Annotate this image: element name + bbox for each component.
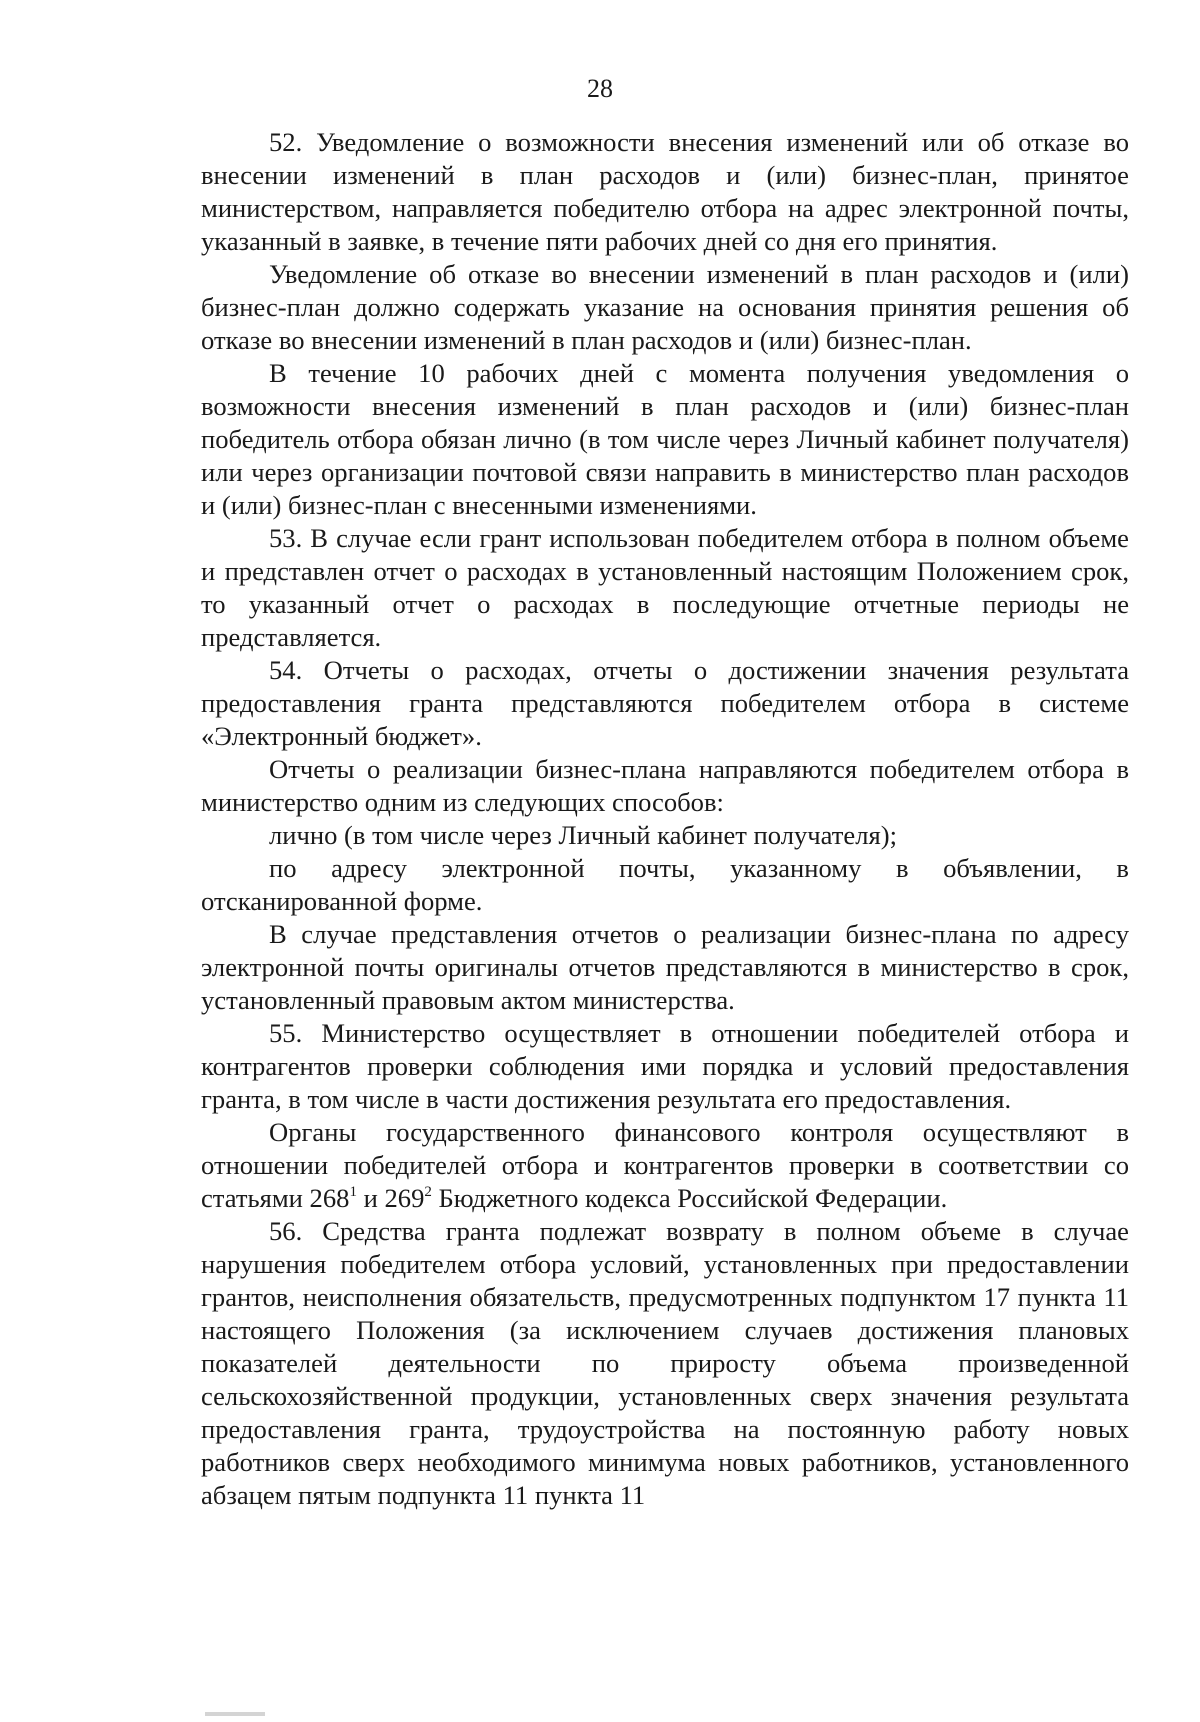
paragraph-submission-term: В течение 10 рабочих дней с момента получения уведомления о возможности внесения изменений в план расходов и (или) бизнес-план победитель отбора обязан лично (в том числе через Личный кабинет получателя) или через организации почтовой связи направить в министерство план расходов и (или) бизнес-план с внесенными изменениями. xyxy=(201,358,1129,520)
financial-control-text-end: Бюджетного кодекса Российской Федерации. xyxy=(431,1183,948,1213)
paragraph-method-in-person: лично (в том числе через Личный кабинет получателя); xyxy=(269,820,897,850)
paragraph-method-email: по адресу электронной почты, указанному в объявлении, в отсканированной форме. xyxy=(201,853,1129,916)
scan-artifact xyxy=(205,1712,265,1716)
page-number: 28 xyxy=(587,74,613,103)
paragraph-54: 54. Отчеты о расходах, отчеты о достижении значения результата предоставления гранта представляются победителем отбора в системе «Электронный бюджет». xyxy=(201,655,1129,751)
paragraph-53: 53. В случае если грант использован победителем отбора в полном объеме и представлен отчет о расходах в установленный настоящим Положением срок, то указанный отчет о расходах в последующие отчетные периоды не представляется. xyxy=(201,523,1129,652)
paragraph-email-originals: В случае представления отчетов о реализации бизнес-плана по адресу электронной почты оригиналы отчетов представляются в министерство в срок, установленный правовым актом министерства. xyxy=(201,919,1129,1015)
paragraph-55: 55. Министерство осуществляет в отношении победителей отбора и контрагентов проверки соблюдения ими порядка и условий предоставления гранта, в том числе в части достижения результата его предоставления. xyxy=(201,1018,1129,1114)
paragraph-56: 56. Средства гранта подлежат возврату в полном объеме в случае нарушения победителем отбора условий, установленных при предоставлении грантов, неисполнения обязательств, предусмотренных подпунктом 17 пункта 11 настоящего Положения (за исключением случаев достижения плановых показателей деятельности по приросту объема произведенной сельскохозяйственной продукции, установленных сверх значения результата предоставления гранта, трудоустройства на постоянную работу новых работников сверх необходимого минимума новых работников, установленного абзацем пятым подпункта 11 пункта 11 xyxy=(201,1216,1129,1510)
financial-control-text-start: Органы государственного финансового контроля осуществляют в отношении победителей отбора и контрагентов проверки в соответствии со статьями 268 xyxy=(201,1117,1129,1213)
paragraph-financial-control xyxy=(201,1116,1129,1215)
document-body xyxy=(201,126,1129,1512)
paragraph-52: 52. Уведомление о возможности внесения изменений или об отказе во внесении изменений в план расходов и (или) бизнес-план, принятое министерством, направляется победителю отбора на адрес электронной почты, указанный в заявке, в течение пяти рабочих дней со дня его принятия. xyxy=(201,127,1129,256)
paragraph-report-methods: Отчеты о реализации бизнес-плана направляются победителем отбора в министерство одним из следующих способов: xyxy=(201,754,1129,817)
financial-control-text-middle: и 269 xyxy=(356,1183,425,1213)
paragraph-refusal-notice: Уведомление об отказе во внесении изменений в план расходов и (или) бизнес-план должно содержать указание на основания принятия решения об отказе во внесении изменений в план расходов и (или) бизнес-план. xyxy=(201,259,1129,355)
footnote-superscript-1: 1 xyxy=(349,1184,357,1200)
footnote-superscript-2: 2 xyxy=(424,1184,432,1200)
